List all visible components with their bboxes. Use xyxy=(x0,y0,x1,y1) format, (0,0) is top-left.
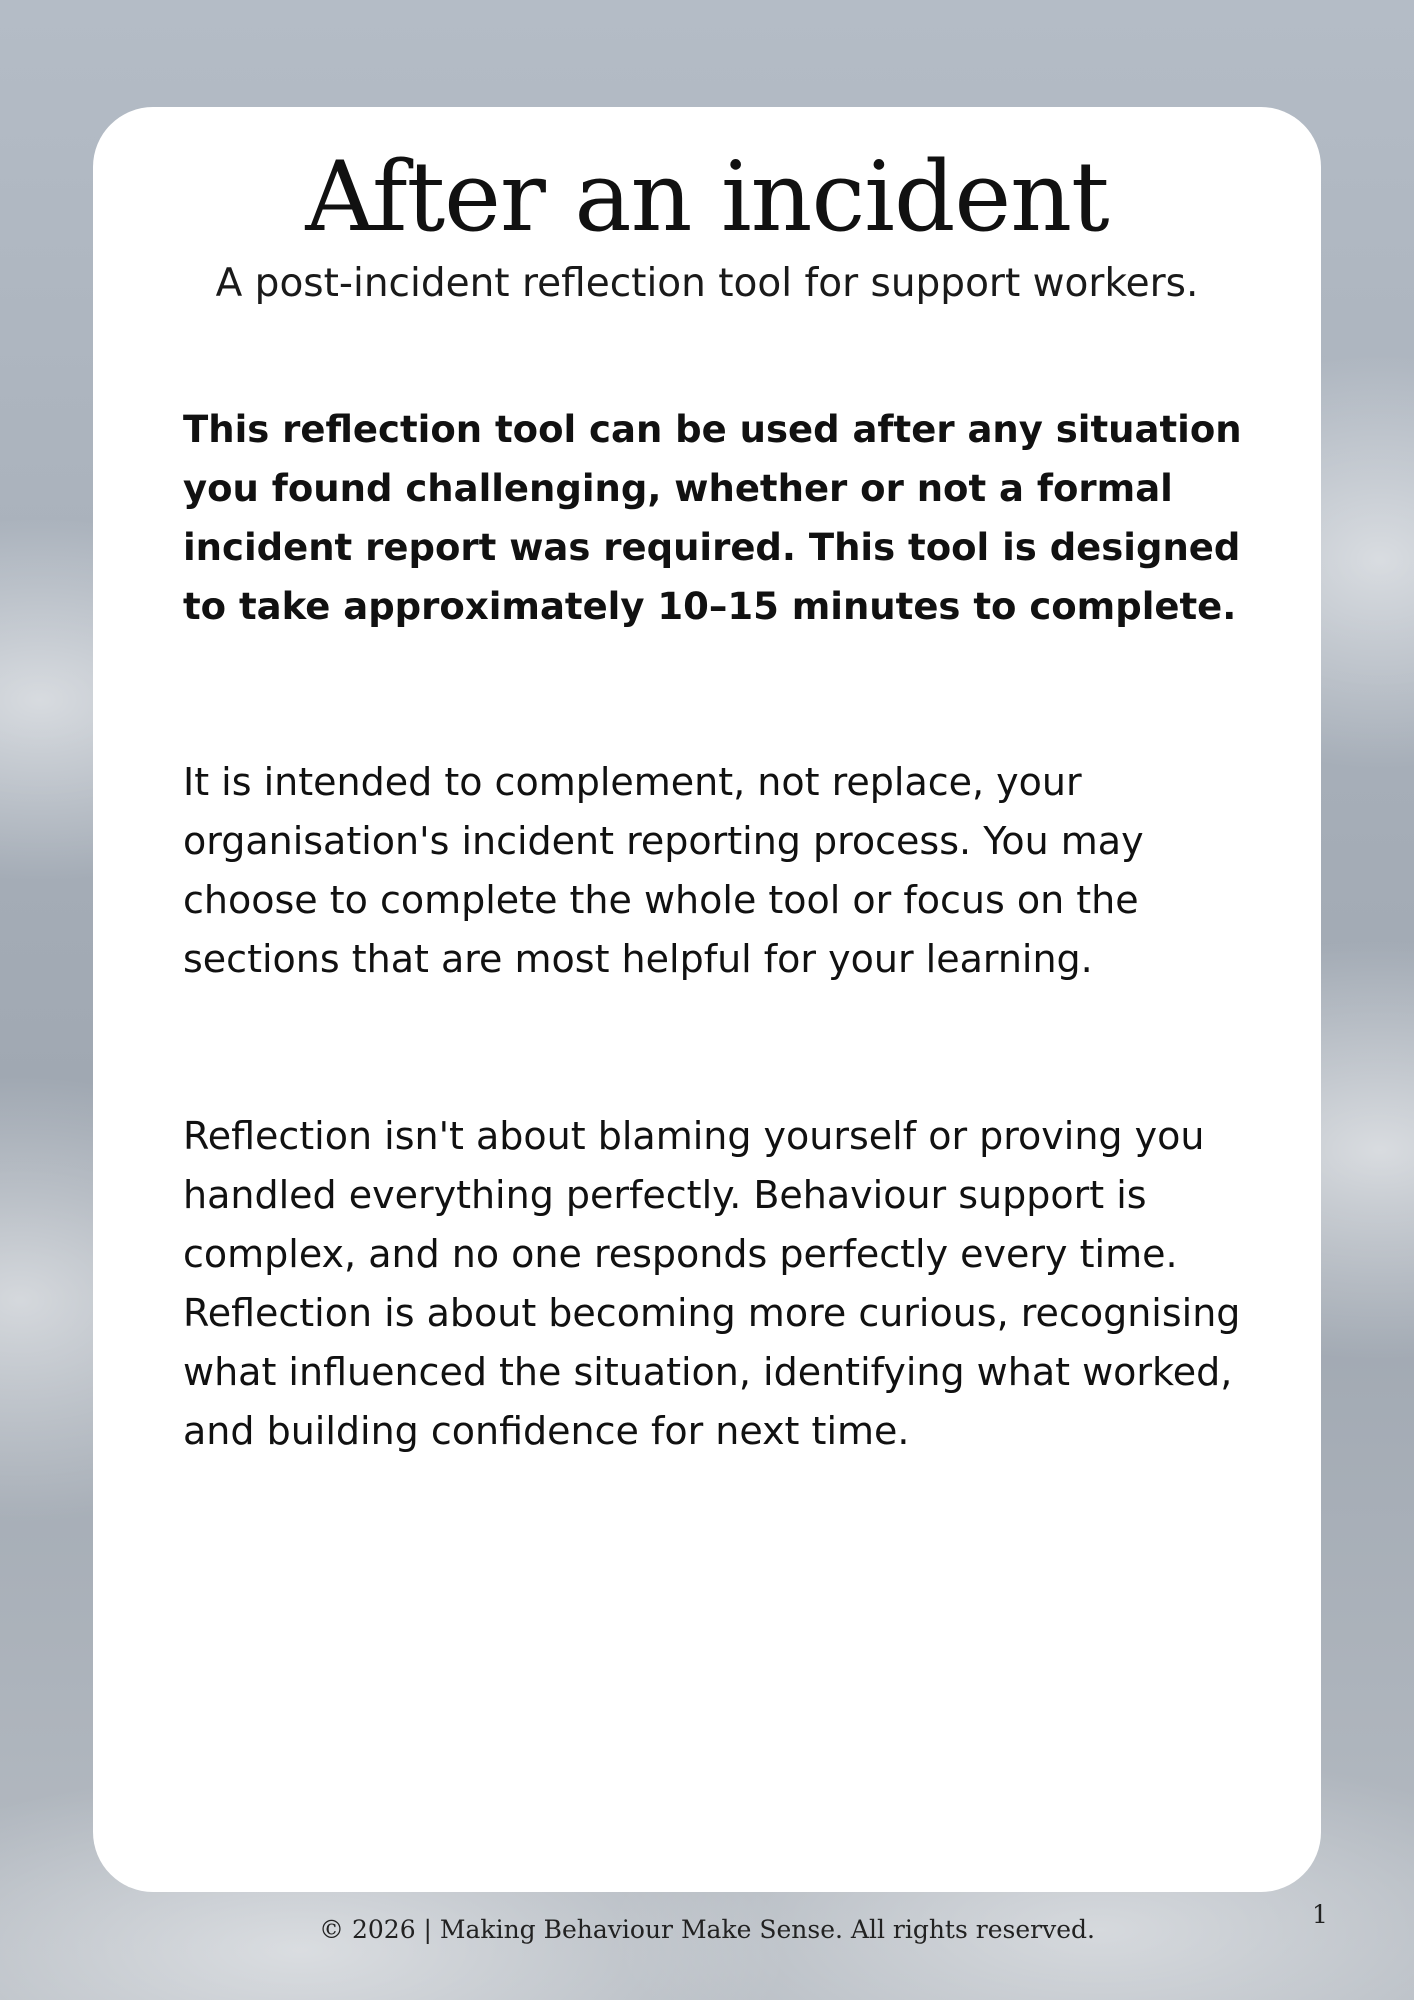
body-paragraph-reflection: Reflection isn't about blaming yourself or proving you handled everything perfectly. Behaviour support is complex, and no one responds perfectly every time. Reflection is about becoming more curious, recognising what influenced the situation, identifying what worked, and building confidence for next time. xyxy=(183,1114,1241,1453)
page-number: 1 xyxy=(1312,1900,1328,1929)
page-subtitle: A post-incident reflection tool for support workers. xyxy=(215,261,1199,306)
page-title: After an incident xyxy=(305,141,1109,253)
copyright-footer: © 2026 | Making Behaviour Make Sense. All rights reserved. xyxy=(319,1915,1095,1944)
content-card xyxy=(93,107,1321,1892)
body-paragraph-complement: It is intended to complement, not replace, your organisation's incident reporting process. You may choose to complete the whole tool or focus on the sections that are most helpful for your learning. xyxy=(183,760,1144,981)
intro-paragraph: This reflection tool can be used after any situation you found challenging, whether or not a formal incident report was required. This tool is designed to take approximately 10–15 minutes to complete. xyxy=(183,408,1242,628)
